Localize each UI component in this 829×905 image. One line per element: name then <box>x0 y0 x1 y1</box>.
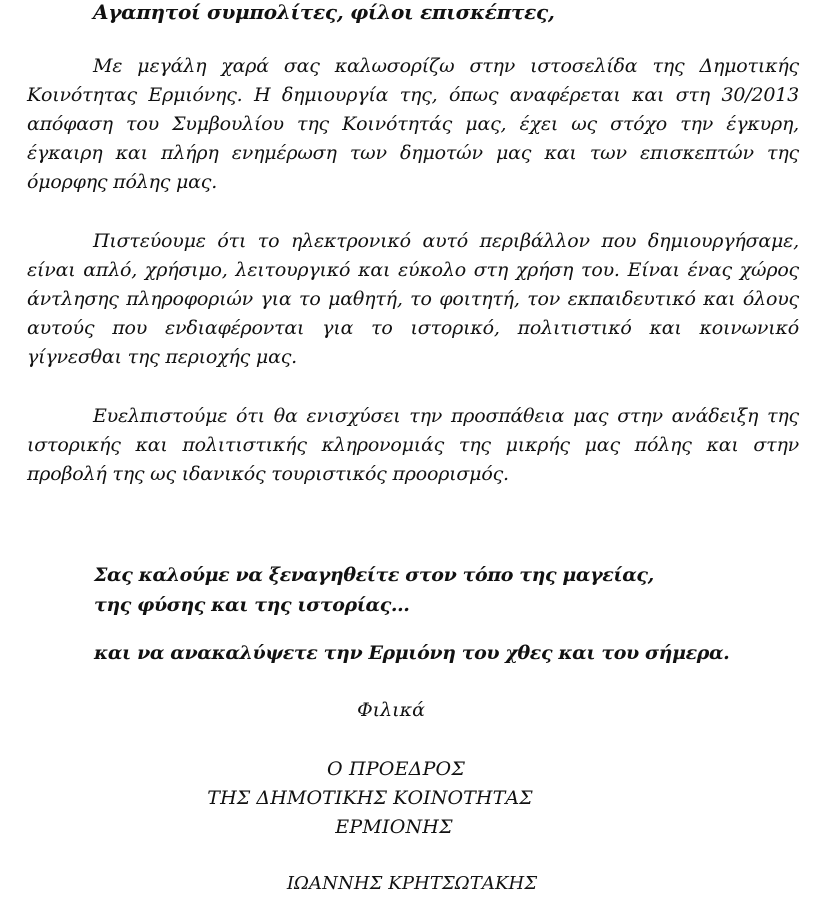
signature-name: ΙΩΑΝΝΗΣ ΚΡΗΤΣΩΤΑΚΗΣ <box>286 873 538 894</box>
signature-title-line-1: Ο ΠΡΟΕΔΡΟΣ <box>327 758 465 780</box>
closing-line-2: της φύσης και της ιστορίας… <box>94 594 410 616</box>
paragraph-welcome: Με μεγάλη χαρά σας καλωσορίζω στην ιστοσελίδα της Δημοτικής Κοινότητας Ερμιόνης. Η δημιουργία της, όπως αναφέρεται και στη 30/2013 απόφαση του Συμβουλίου της Κοινότητάς μας, έχει ως στόχο την έγκυρη, έγκαιρη και πλήρη ενημέρωση των δημοτών μας και των επισκεπτών της όμορφης πόλης μας. <box>27 55 799 193</box>
paragraph-environment: Πιστεύουμε ότι το ηλεκτρονικό αυτό περιβάλλον που δημιουργήσαμε, είναι απλό, χρήσιμο, λειτουργικό και εύκολο στη χρήση του. Είναι ένας χώρος άντλησης πληροφοριών για το μαθητή, το φοιτητή, τον εκπαιδευτικό και όλους αυτούς που ενδιαφέρονται για το ιστορικό, πολιτιστικό και κοινωνικό γίγνεσθαι της περιοχής μας. <box>27 230 799 368</box>
closing-line-3: και να ανακαλύψετε την Ερμιόνη του χθες και του σήμερα. <box>94 642 730 664</box>
closing-line-1: Σας καλούμε να ξεναγηθείτε στον τόπο της μαγείας, <box>94 564 654 586</box>
regards: Φιλικά <box>357 699 425 721</box>
greeting: Αγαπητοί συμπολίτες, φίλοι επισκέπτες, <box>93 0 555 24</box>
signature-title-line-3: ΕΡΜΙΟΝΗΣ <box>335 816 453 838</box>
paragraph-hope: Ευελπιστούμε ότι θα ενισχύσει την προσπάθεια μας στην ανάδειξη της ιστορικής και πολιτιστικής κληρονομιάς της μικρής μας πόλης και στην προβολή της ως ιδανικός τουριστικός προορισμός. <box>27 405 799 485</box>
signature-title-line-2: ΤΗΣ ΔΗΜΟΤΙΚΗΣ ΚΟΙΝΟΤΗΤΑΣ <box>207 787 533 809</box>
